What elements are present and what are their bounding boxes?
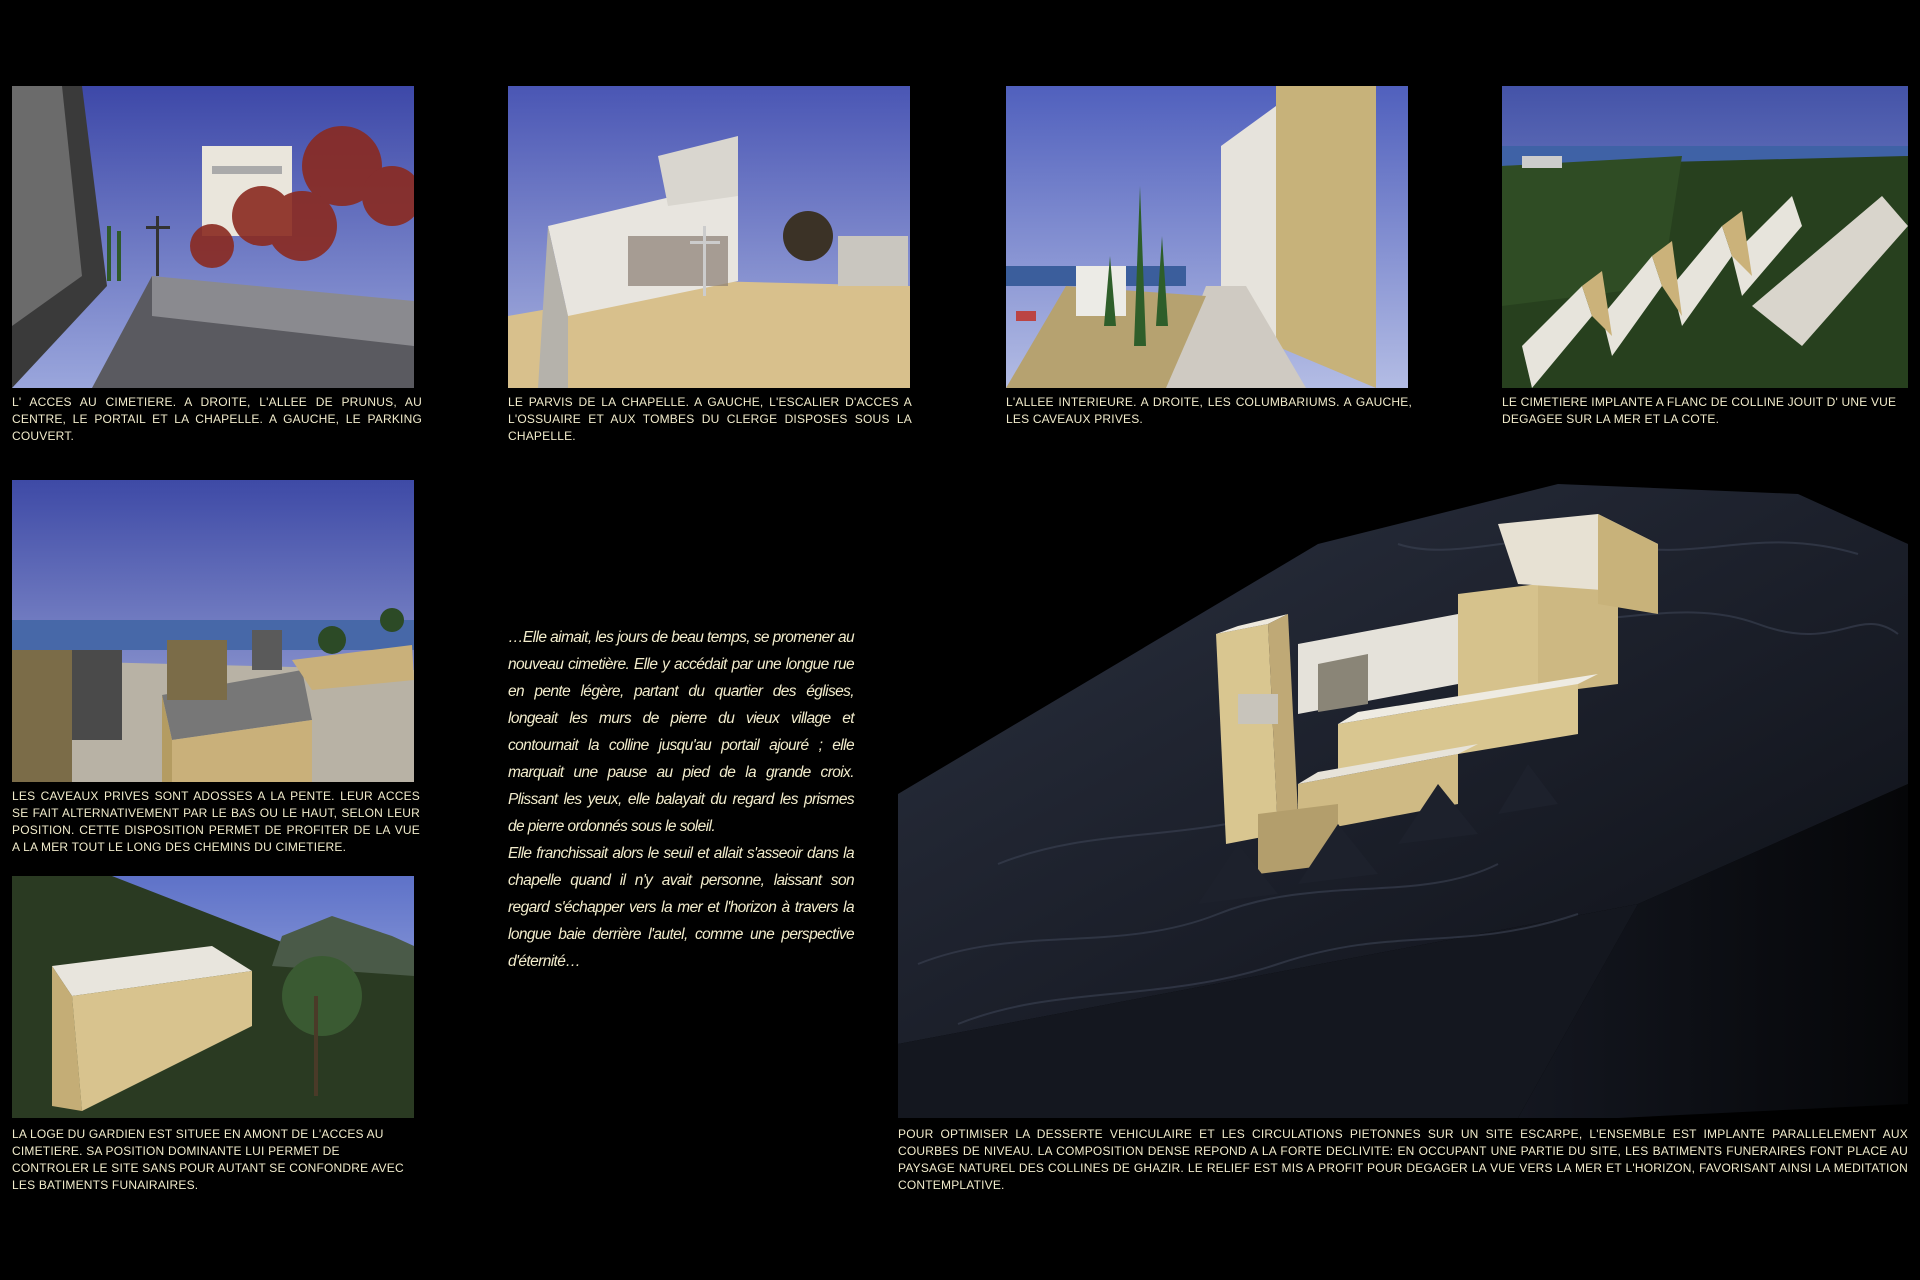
caption-hillside: LE CIMETIERE IMPLANTE A FLANC DE COLLINE JOUIT D' UNE VUE DEGAGEE SUR LA MER ET LA COTE. <box>1502 395 1897 426</box>
render-caretaker-lodge <box>12 876 414 1118</box>
render-cemetery-access <box>12 86 414 388</box>
caption-interior-alley: L'ALLEE INTERIEURE. A DROITE, LES COLUMBARIUMS. A GAUCHE, LES CAVEAUX PRIVES. <box>1006 395 1412 426</box>
caption-private-vaults: LES CAVEAUX PRIVES SONT ADOSSES A LA PENTE. LEUR ACCES SE FAIT ALTERNATIVEMENT PAR LE BAS OU LE HAUT, SELON LEUR POSITION. CETTE DISPOSITION PERMET DE PROFITER DE LA VUE A LA MER TOUT LE LONG DES CHEMINS DU CIMETIERE. <box>12 789 420 854</box>
narrative-paragraph-2: Elle franchissait alors le seuil et allait s'asseoir dans la chapelle quand il n'y avait personne, laissant son regard s'échapper vers la mer et l'horizon à travers la longue baie derrière l'autel, comme une perspective d'éternité… <box>508 845 854 970</box>
render-aerial-site-model <box>898 484 1908 1118</box>
caption-cemetery-access: L' ACCES AU CIMETIERE. A DROITE, L'ALLEE DE PRUNUS, AU CENTRE, LE PORTAIL ET LA CHAPELLE. A GAUCHE, LE PARKING COUVERT. <box>12 395 422 443</box>
caption-site-strategy: POUR OPTIMISER LA DESSERTE VEHICULAIRE ET LES CIRCULATIONS PIETONNES SUR UN SITE ESCARPE, L'ENSEMBLE EST IMPLANTE PARALLELEMENT AUX COURBES DE NIVEAU. LA COMPOSITION DENSE REPOND A LA FORTE DECLIVITE: EN OCCUPANT UNE PARTIE DU SITE, LES BATIMENTS FUNERAIRES FONT PLACE AU PAYSAGE NATUREL DES COLLINES DE GHAZIR. LE RELIEF EST MIS A PROFIT POUR DEGAGER LA VUE VERS LA MER ET L'HORIZON, FAVORISANT AINSI LA MEDITATION CONTEMPLATIVE. <box>898 1127 1908 1192</box>
render-private-vaults <box>12 480 414 782</box>
narrative-paragraph-1: …Elle aimait, les jours de beau temps, se promener au nouveau cimetière. Elle y accédait par une longue rue en pente légère, partant du quartier des églises, longeait les murs de pierre du vieux village et contournait la colline jusqu'au portail ajouré ; elle marquait une pause au pied de la grande croix. Plissant les yeux, elle balayait du regard les prismes de pierre ordonnés sous le soleil. <box>508 629 854 835</box>
caption-chapel-forecourt: LE PARVIS DE LA CHAPELLE. A GAUCHE, L'ESCALIER D'ACCES A L'OSSUAIRE ET AUX TOMBES DU CLERGE DISPOSES SOUS LA CHAPELLE. <box>508 395 912 443</box>
render-chapel-forecourt <box>508 86 910 388</box>
caption-caretaker-lodge: LA LOGE DU GARDIEN EST SITUEE EN AMONT DE L'ACCES AU CIMETIERE. SA POSITION DOMINANTE LUI PERMET DE CONTROLER LE SITE SANS POUR AUTANT SE CONFONDRE AVEC LES BATIMENTS FUNAIRAIRES. <box>12 1127 404 1192</box>
render-hillside-sea-view <box>1502 86 1908 388</box>
render-interior-alley <box>1006 86 1408 388</box>
narrative-text <box>508 624 854 975</box>
